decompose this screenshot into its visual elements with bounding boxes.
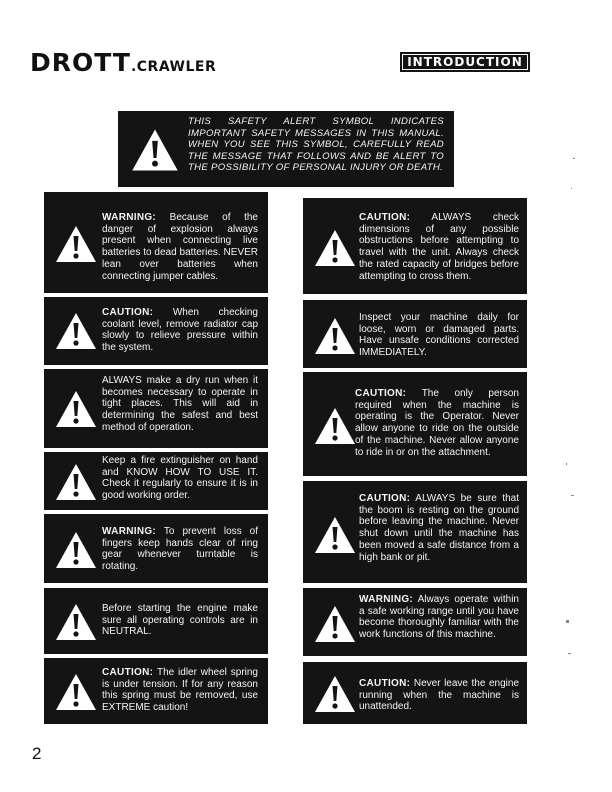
message-text: Before starting the engine make sure all operating controls are in NEUTRAL. <box>102 603 258 638</box>
safety-box-fire-extinguisher <box>44 452 268 510</box>
warning-message <box>102 526 258 573</box>
message-label: CAUTION: <box>359 212 411 223</box>
message-label: WARNING: <box>102 212 157 223</box>
warning-box-safe-range <box>303 588 527 656</box>
scan-speck <box>568 653 571 654</box>
message-text: ALWAYS be sure that the boom is resting on the ground before leaving the machine. Never shut down until the machine has been moved a safe distance from a high bank or pit. <box>359 493 519 563</box>
caution-box-coolant <box>44 297 268 365</box>
message-text: Because of the danger of explosion always present when connecting live batteries to dead batteries. NEVER lean over batteries when connecting jumper cables. <box>102 212 258 282</box>
safety-message <box>102 375 258 434</box>
message-text: ALWAYS make a dry run when it becomes necessary to operate in tight places. This will aid in determining the safest and best method of operation. <box>102 375 258 433</box>
warning-triangle-icon <box>54 311 98 351</box>
message-text: The only person required when the machine is operating is the Operator. Never allow anyone to ride on the outside of the machine. Never allow anyone to ride in or on the attachment. <box>355 388 519 458</box>
warning-triangle-icon <box>313 228 357 268</box>
safety-message <box>359 312 519 359</box>
warning-triangle-icon <box>54 224 98 264</box>
warning-triangle-icon <box>313 316 357 356</box>
warning-box-ring-gear <box>44 514 268 583</box>
caution-box-engine-running <box>303 662 527 724</box>
scan-speck <box>571 495 574 496</box>
warning-triangle-icon <box>313 604 357 644</box>
scan-speck <box>566 463 567 465</box>
brand-product: CRAWLER <box>136 59 217 75</box>
warning-triangle-icon <box>54 462 98 502</box>
brand-logo <box>30 50 216 75</box>
safety-message <box>102 455 258 502</box>
warning-triangle-icon <box>54 389 98 429</box>
message-label: CAUTION: <box>102 307 154 318</box>
safety-alert-text: THIS SAFETY ALERT SYMBOL INDICATES IMPORTANT SAFETY MESSAGES IN THIS MANUAL. WHEN YOU SEE THIS SYMBOL, CAREFULLY READ THE MESSAGE THAT FOLLOWS AND BE ALERT TO THE POSSIBILITY OF PERSONAL INJURY OR DEATH. <box>188 116 444 174</box>
message-label: WARNING: <box>359 594 414 605</box>
caution-box-boom-resting <box>303 481 527 583</box>
caution-box-dimensions <box>303 198 527 294</box>
page-number: 2 <box>32 744 42 763</box>
warning-message <box>102 212 258 282</box>
message-label: WARNING: <box>102 526 157 537</box>
warning-triangle-icon <box>313 515 357 555</box>
caution-message <box>359 678 519 713</box>
warning-triangle-icon <box>313 406 357 446</box>
caution-message <box>102 667 258 714</box>
safety-message <box>102 603 258 638</box>
safety-box-inspect-daily <box>303 300 527 368</box>
message-text: The idler wheel spring is under tension. If for any reason this spring must be removed, use EXTREME caution! <box>102 667 258 714</box>
message-text: ALWAYS check dimensions of any possible obstructions before attempting to travel with the unit. Always check the rated capacity of bridges before attempting to cross them. <box>359 212 519 282</box>
message-label: CAUTION: <box>102 667 154 678</box>
warning-triangle-icon <box>54 530 98 570</box>
caution-box-idler-wheel <box>44 658 268 724</box>
warning-box-battery <box>44 192 268 293</box>
caution-box-operator-only <box>303 372 527 476</box>
message-label: CAUTION: <box>355 388 407 399</box>
message-text: Keep a fire extinguisher on hand and KNOW HOW TO USE IT. Check it regularly to ensure it is in good working order. <box>102 455 258 502</box>
section-title: INTRODUCTION <box>400 52 530 72</box>
message-label: CAUTION: <box>359 493 411 504</box>
message-label: CAUTION: <box>359 678 411 689</box>
warning-triangle-icon <box>54 672 98 712</box>
safety-box-dry-run <box>44 369 268 448</box>
warning-triangle-icon <box>130 127 180 173</box>
brand-separator: . <box>130 59 137 75</box>
message-text: Always operate within a safe working range until you have become thoroughly familiar with the work functions of this machine. <box>359 594 519 641</box>
warning-triangle-icon <box>313 674 357 714</box>
message-text: Never leave the engine running when the machine is unattended. <box>359 678 519 713</box>
message-text: Inspect your machine daily for loose, worn or damaged parts. Have unsafe conditions corrected IMMEDIATELY. <box>359 312 519 359</box>
message-text: When checking coolant level, remove radiator cap slowly to relieve pressure within the system. <box>102 307 258 354</box>
caution-message <box>102 307 258 354</box>
message-text: To prevent loss of fingers keep hands clear of ring gear whenever turntable is rotating. <box>102 526 258 573</box>
caution-message <box>359 493 519 563</box>
scan-speck <box>566 620 569 623</box>
safety-box-neutral <box>44 588 268 654</box>
brand-name: DROTT <box>30 48 131 77</box>
caution-message <box>355 388 519 458</box>
caution-message <box>359 212 519 282</box>
scan-speck <box>571 188 572 189</box>
warning-message <box>359 594 519 641</box>
scan-speck <box>573 158 575 159</box>
warning-triangle-icon <box>54 602 98 642</box>
